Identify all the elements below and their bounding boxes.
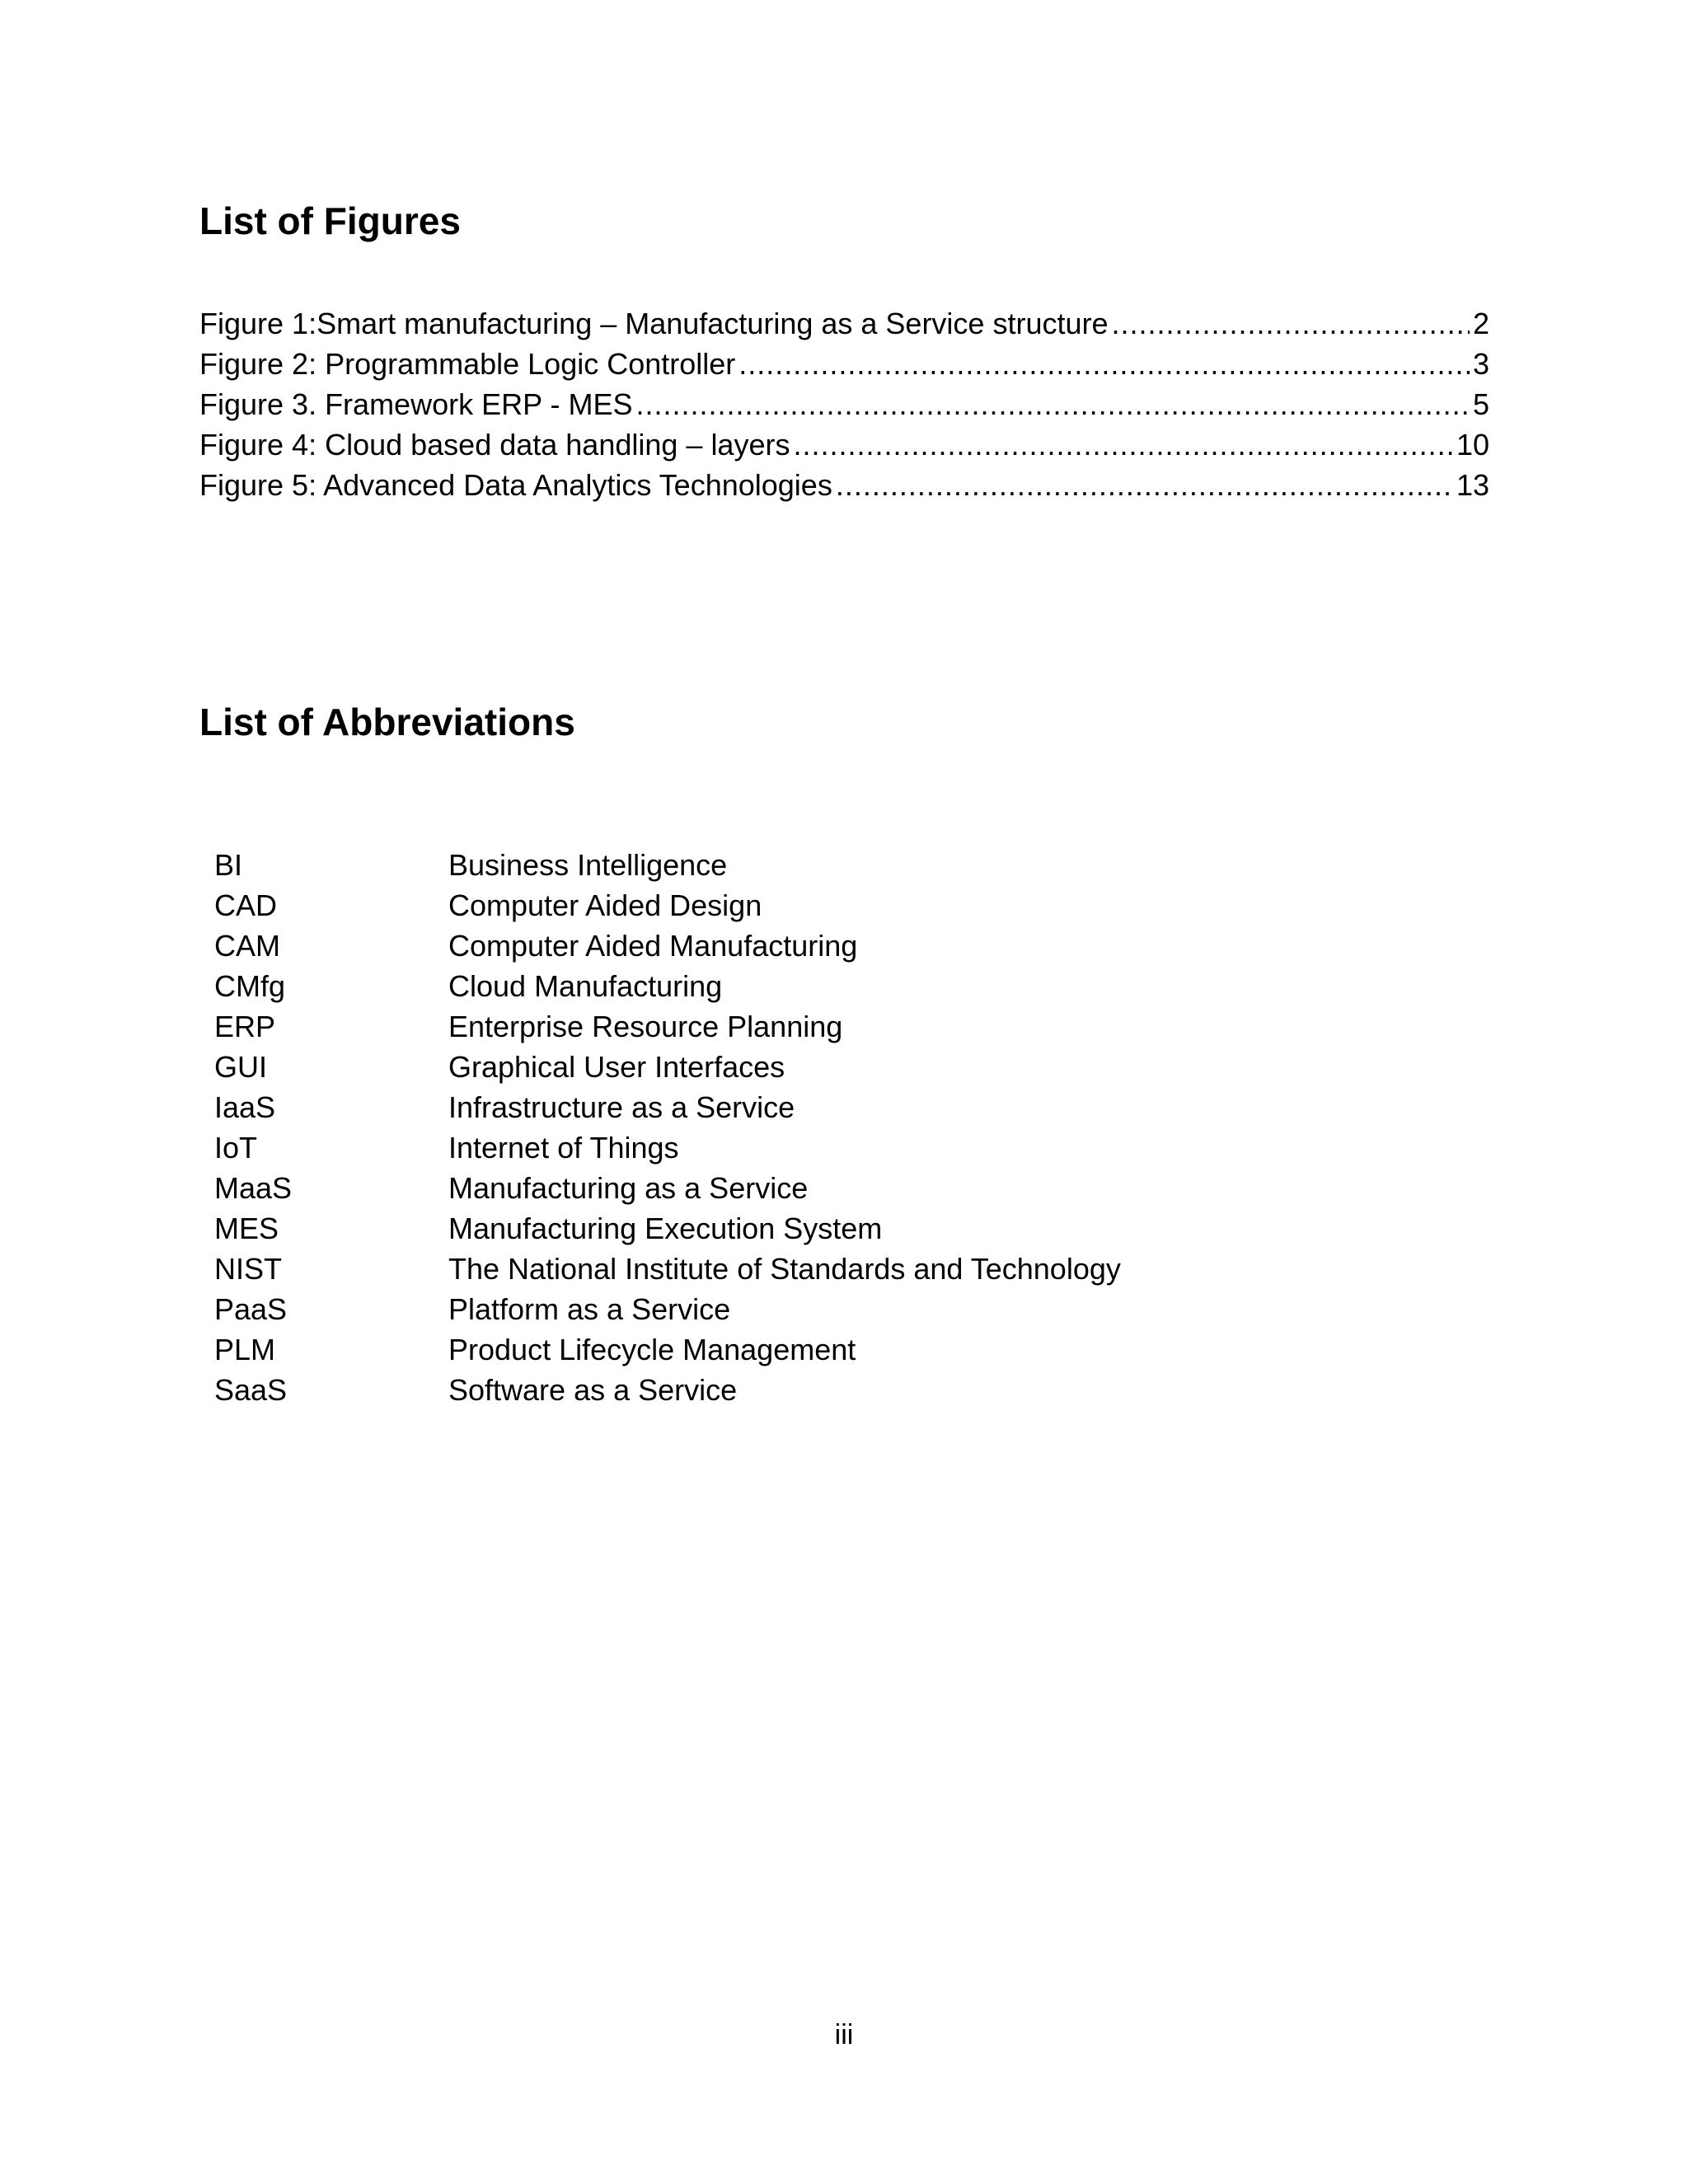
abbreviation-definition: Graphical User Interfaces xyxy=(448,1050,785,1084)
figure-entry-title: Figure 1:Smart manufacturing – Manufacturing as a Service structure xyxy=(199,307,1109,340)
figure-entry-page: 3 xyxy=(1472,347,1489,381)
abbreviation-row xyxy=(214,1087,1121,1127)
abbreviation-definition: Enterprise Resource Planning xyxy=(448,1010,843,1043)
figure-entry-title: Figure 4: Cloud based data handling – layers xyxy=(199,428,790,462)
abbreviation-definition: The National Institute of Standards and Technology xyxy=(448,1252,1121,1286)
abbreviation-definition: Manufacturing as a Service xyxy=(448,1171,809,1205)
dot-leader xyxy=(635,384,1470,424)
abbreviation-definition: Internet of Things xyxy=(448,1131,679,1165)
abbreviation-definition: Software as a Service xyxy=(448,1373,738,1407)
abbreviation-term: BI xyxy=(214,848,243,882)
figure-entry-title: Figure 5: Advanced Data Analytics Technologies xyxy=(199,468,832,502)
dot-leader xyxy=(836,465,1453,505)
figure-entry[interactable] xyxy=(199,303,1489,344)
dot-leader xyxy=(1112,303,1470,344)
abbreviation-row xyxy=(214,1168,1121,1208)
abbreviation-term: MES xyxy=(214,1212,279,1245)
figure-entry-page: 2 xyxy=(1472,307,1489,340)
abbreviation-term: SaaS xyxy=(214,1373,288,1407)
figure-entry[interactable] xyxy=(199,424,1489,465)
figure-entry-page: 5 xyxy=(1472,387,1489,421)
figure-entry-title: Figure 3. Framework ERP - MES xyxy=(199,387,633,421)
abbreviation-row xyxy=(214,1127,1121,1168)
abbreviation-row xyxy=(214,1006,1121,1047)
abbreviation-row xyxy=(214,845,1121,885)
figure-entry-page: 13 xyxy=(1456,468,1489,502)
abbreviation-definition: Computer Aided Manufacturing xyxy=(448,929,858,963)
abbreviation-definition: Infrastructure as a Service xyxy=(448,1090,795,1124)
abbreviation-term: IaaS xyxy=(214,1090,276,1124)
abbreviation-row xyxy=(214,926,1121,966)
page-number: iii xyxy=(834,2019,854,2050)
abbreviation-definition: Platform as a Service xyxy=(448,1292,731,1326)
abbreviation-term: IoT xyxy=(214,1131,258,1165)
list-of-figures xyxy=(199,303,1489,505)
figure-entry-title: Figure 2: Programmable Logic Controller xyxy=(199,347,736,381)
abbreviation-row xyxy=(214,1249,1121,1289)
abbreviation-term: PLM xyxy=(214,1333,276,1366)
abbreviation-definition: Computer Aided Design xyxy=(448,888,762,922)
abbreviation-term: GUI xyxy=(214,1050,268,1084)
abbreviation-term: NIST xyxy=(214,1252,283,1286)
figure-entry-page: 10 xyxy=(1456,428,1489,462)
figure-entry[interactable] xyxy=(199,465,1489,505)
figure-entry[interactable] xyxy=(199,344,1489,384)
abbreviation-term: CMfg xyxy=(214,969,286,1003)
abbreviation-row xyxy=(214,966,1121,1006)
abbreviation-term: MaaS xyxy=(214,1171,293,1205)
abbreviation-definition: Business Intelligence xyxy=(448,848,728,882)
abbreviation-definition: Product Lifecycle Management xyxy=(448,1333,856,1366)
abbreviation-term: ERP xyxy=(214,1010,276,1043)
abbreviations-table xyxy=(214,845,1121,1410)
abbreviation-definition: Cloud Manufacturing xyxy=(448,969,723,1003)
dot-leader xyxy=(738,344,1470,384)
abbreviation-row xyxy=(214,1329,1121,1370)
abbreviation-term: PaaS xyxy=(214,1292,288,1326)
abbreviation-row xyxy=(214,885,1121,926)
abbreviation-row xyxy=(214,1289,1121,1329)
abbreviation-definition: Manufacturing Execution System xyxy=(448,1212,883,1245)
abbreviation-term: CAM xyxy=(214,929,280,963)
abbreviation-row xyxy=(214,1047,1121,1087)
list-of-figures-heading: List of Figures xyxy=(199,199,461,242)
abbreviation-term: CAD xyxy=(214,888,278,922)
abbreviation-row xyxy=(214,1370,1121,1410)
dot-leader xyxy=(793,424,1452,465)
abbreviation-row xyxy=(214,1208,1121,1249)
figure-entry[interactable] xyxy=(199,384,1489,424)
list-of-abbreviations-heading: List of Abbreviations xyxy=(199,701,575,743)
